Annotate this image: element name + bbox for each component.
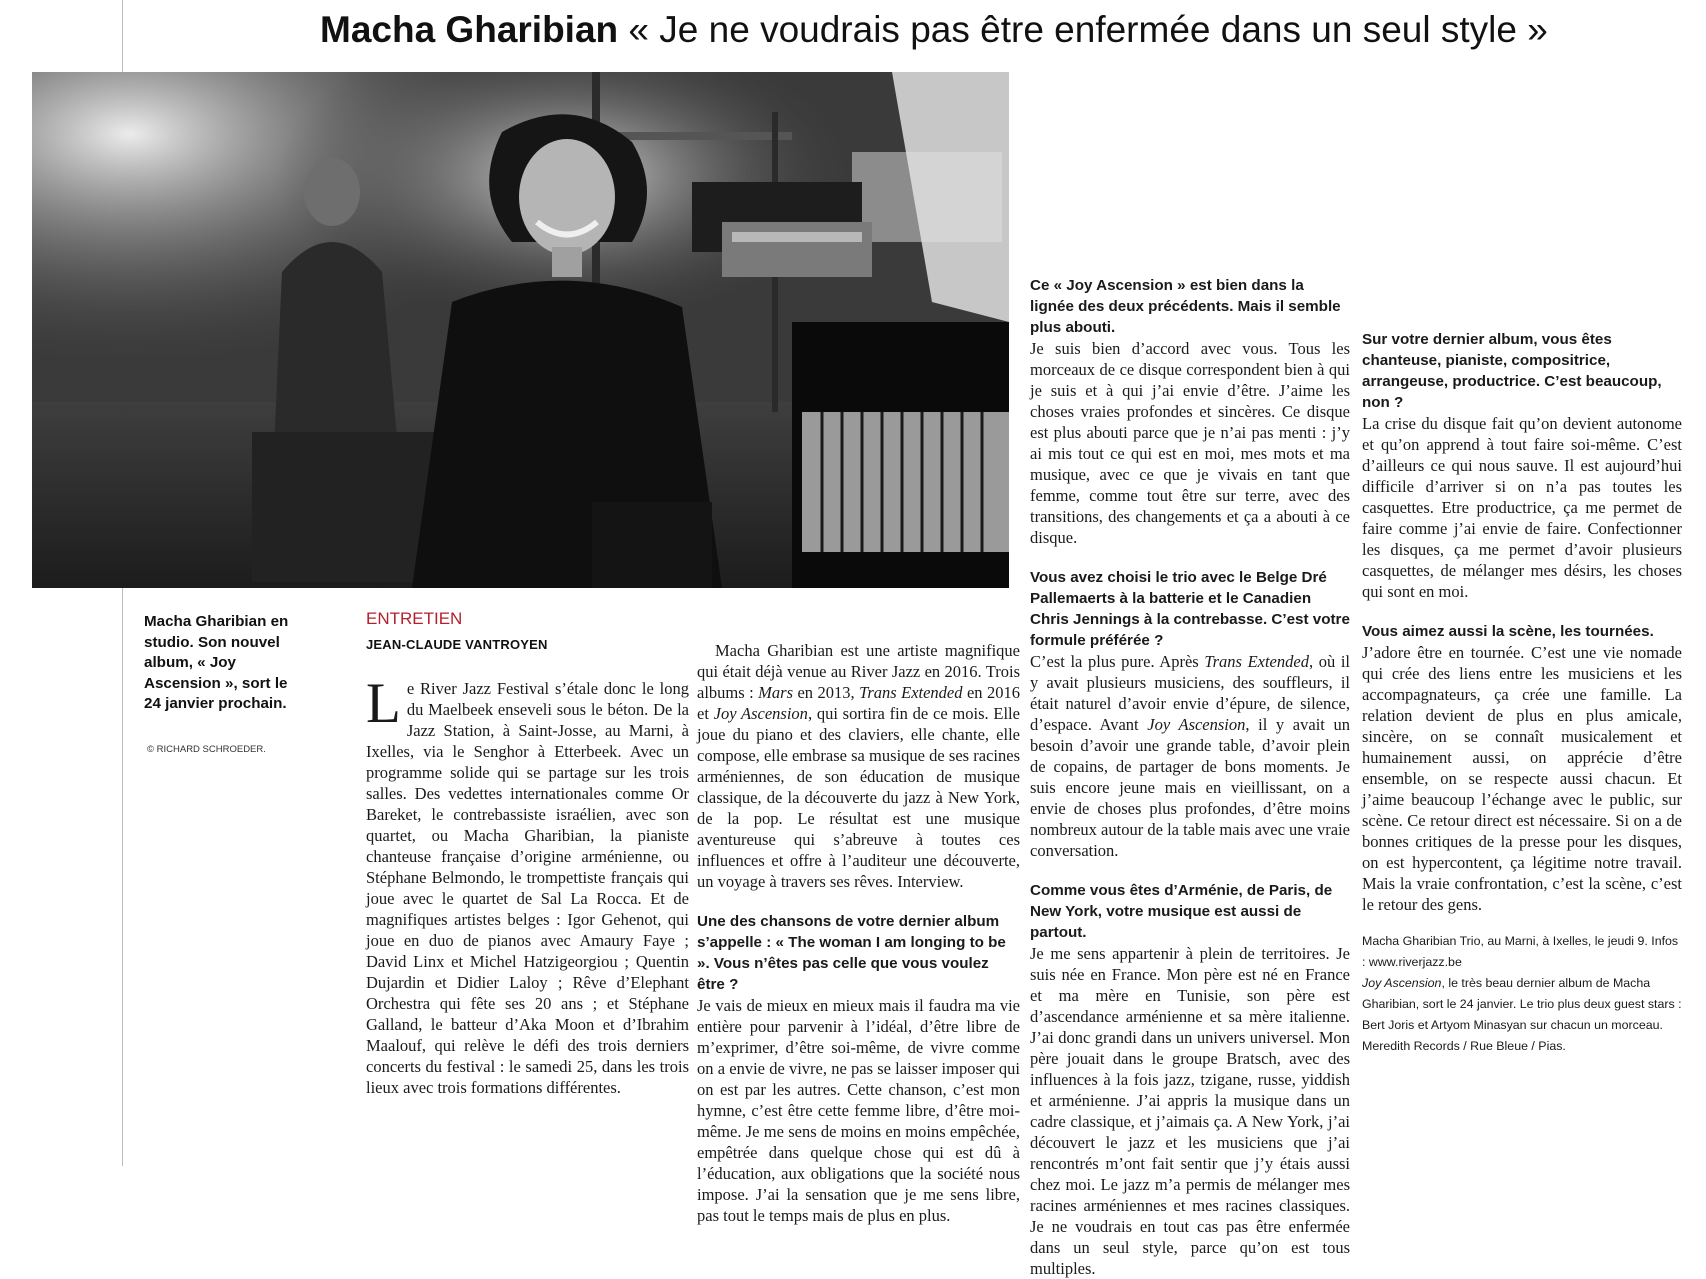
answer-3-album-2: Joy Ascension (1147, 715, 1246, 734)
intro-text-1: e River Jazz Festival s’étale donc le long du Maelbeek enseveli sous le béton. De la Jazz Station, à Saint-Josse, au Marni, à Ixelles, via le Senghor à Etterbeek. Avec un programme solide qui se partage sur les trois salles. Des vedettes internationales comme Or Bareket, le contrebassiste israélien, avec son quartet, ou Macha Gharibian, la pianiste chanteuse française d’origine arménienne, ou Stéphane Belmondo, le trompettiste français qui joue avec le quartet de Sal La Rocca. Et de magnifiques artistes belges : Igor Gehenot, qui joue en duo de pianos avec Amaury Faye ; David Linx et Michel Hatzigeorgiou ; Quentin Dujardin et Didier Laloy ; Rêve d’Elephant Orchestra qui fête ses 20 ans ; et Stéphane Galland, le batteur d’Aka Moon et d’Ibrahim Maalouf, qui relève le défi des trois derniers concerts du festival : le samedi 25, dans les trois lieux avec trois formations différentes. (366, 679, 689, 1097)
article-column-4 (1362, 329, 1682, 1057)
answer-2: Je suis bien d’accord avec vous. Tous les morceaux de ce disque correspondent bien à qui je suis et à qui j’ai envie d’être. J’aime les choses vraies profondes et sincères. Ce disque est plus abouti parce que je n’ai pas menti : j’y ai mis tout ce qui est en moi, mes mots et ma musique, avec ce que je vivais en tant que femme, comme tout être sur terre, avec des transitions, des changements et ça a abouti à ce disque. (1030, 339, 1350, 547)
album-trans-extended: Trans Extended (859, 683, 963, 702)
intro-text-2a: Macha Gharibian est une artiste magnifique qui était déjà venue au River Jazz en 2016. Trois albums : (697, 641, 1020, 702)
question-2: Ce « Joy Ascension » est bien dans la lignée des deux précédents. Mais il semble plus abouti. (1030, 277, 1341, 336)
headline-quote: « Je ne voudrais pas être enfermée dans un seul style » (618, 9, 1548, 50)
article-column-1 (366, 672, 689, 1098)
answer-5: La crise du disque fait qu’on devient autonome et qu’on apprend à tout faire soi-même. C’est d’ailleurs ce qui nous sauve. Il est aujourd’hui difficile d’arriver si on n’a pas toutes les casquettes. Etre productrice, ça me permet de faire comme j’ai envie de faire. Confectionner les disques, ça me permet d’avoir plusieurs casquettes, de mélanger mes désirs, les choses qui sont en moi. (1362, 414, 1682, 601)
article-headline (320, 4, 1700, 56)
intro-text-2b: en 2013, (793, 683, 860, 702)
answer-3c: , il y avait un besoin d’avoir une grande table, d’avoir plein de copains, de partager de bons moments. Je suis encore jeune mais en vieillissant, on a envie de choses plus profondes, d’être moins nombreux autour de la table mais avec une vraie conversation. (1030, 715, 1350, 860)
answer-1: Je vais de mieux en mieux mais il faudra ma vie entière pour parvenir à l’idéal, d’être libre de m’exprimer, d’être soi-même, de vivre comme on a envie de vivre, ne pas se laisser imposer qui on est par les autres. Cette chanson, c’est mon hymne, c’est être cette femme libre, d’être moi-même. Je me sens de moins en moins empêchée, empêtrée dans quelque chose qui est dû à l’éducation, aux obligations que la société nous impose. J’ai la sensation que je me sens libre, pas tout le temps mais de plus en plus. (697, 996, 1020, 1225)
intro-text-2d: , qui sortira fin de ce mois. Elle joue du piano et des claviers, elle chante, elle compose, elle embrase sa musique de ses racines arméniennes, de son éducation de musique classique, de la découverte du jazz à New York, de la pop. Le résultat est une musique aventureuse qui s’abreuve à toutes ces influences et offre à l’auditeur une découverte, un voyage à travers ses rêves. Interview. (697, 704, 1020, 891)
answer-3b: , où il y avait plusieurs musiciens, des souffleurs, il était naturel d’avoir envie d’épure, de silence, d’espace. Avant (1030, 652, 1351, 734)
question-6: Vous aimez aussi la scène, les tournées. (1362, 623, 1654, 640)
intro-paragraph-2 (697, 640, 1020, 892)
intro-text-2c: en 2016 et (697, 683, 1020, 723)
question-5: Sur votre dernier album, vous êtes chanteuse, pianiste, compositrice, arrangeuse, productrice. C’est beaucoup, non ? (1362, 331, 1662, 411)
answer-6: J’adore être en tournée. C’est une vie nomade qui crée des liens entre les musiciens et les accompagnateurs, ça crée une famille. La relation devient de plus en plus amicale, sincère, on se connaît musicalement et humainement aussi, on apprécie d’être ensemble, on se respecte aussi chacun. Et j’aime beaucoup l’échange avec le public, sur scène. Ce retour direct est nécessaire. Si on a de bonnes critiques de la presse pour les disques, on est hypercontent, ça légitime notre travail. Mais la vraie confrontation, c’est la scène, c’est le retour des gens. (1362, 643, 1682, 914)
headline-name: Macha Gharibian (320, 9, 619, 50)
question-1: Une des chansons de votre dernier album s’appelle : « The woman I am longing to be ». Vous n’êtes pas celle que vous voulez être ? (697, 913, 1006, 993)
info-box (1362, 931, 1682, 1057)
question-3: Vous avez choisi le trio avec le Belge Dré Pallemaerts à la batterie et le Canadien Chris Jennings à la contrebasse. C’est votre formule préférée ? (1030, 569, 1350, 649)
album-joy-ascension: Joy Ascension (713, 704, 808, 723)
section-kicker: ENTRETIEN (366, 609, 463, 628)
intro-paragraph-1 (366, 672, 689, 1098)
byline: JEAN-CLAUDE VANTROYEN (366, 637, 548, 652)
info-album-text: , le très beau dernier album de Macha Gharibian, sort le 24 janvier. Le trio plus deux guest stars : Bert Joris et Artyom Minasyan sur chacun un morceau. Meredith Records / Rue Bleue / Pias. (1362, 976, 1682, 1053)
dropcap: L (366, 672, 401, 735)
question-4: Comme vous êtes d’Arménie, de Paris, de New York, votre musique est aussi de partout. (1030, 882, 1333, 941)
answer-3 (1030, 651, 1350, 861)
article-photo (32, 72, 1009, 588)
article-column-2 (697, 619, 1020, 1226)
info-concert: Macha Gharibian Trio, au Marni, à Ixelles, le jeudi 9. Infos : www.riverjazz.be (1362, 934, 1679, 969)
info-album-title: Joy Ascension (1362, 976, 1442, 990)
photo-credit: © RICHARD SCHROEDER. (147, 744, 266, 755)
answer-3a: C’est la plus pure. Après (1030, 652, 1205, 671)
answer-4: Je me sens appartenir à plein de territoires. Je suis née en France. Mon père est né en France et ma mère en Tunisie, son père est d’ascendance arménienne et sa mère italienne. J’ai donc grandi dans un univers universel. Mon père jouait dans le groupe Bratsch, avec des influences à la fois jazz, tzigane, russe, yiddish et arménienne. J’ai appris la musique dans un cadre classique, et j’aimais ça. A New York, j’ai découvert le jazz et les musiciens que j’ai rencontrés m’ont fait sentir que j’y étais aussi chez moi. Le jazz m’a permis de mélanger mes racines arméniennes et mes racines classiques. Je ne voudrais en tout cas pas être enfermée dans un seul style, parce qu’on est tous multiples. (1030, 944, 1350, 1278)
article-column-3-body (1030, 275, 1350, 1279)
answer-3-album-1: Trans Extended (1204, 652, 1309, 671)
album-mars: Mars (758, 683, 793, 702)
photo-caption: Macha Gharibian en studio. Son nouvel album, « Joy Ascension », sort le 24 janvier prochain. (144, 613, 289, 712)
